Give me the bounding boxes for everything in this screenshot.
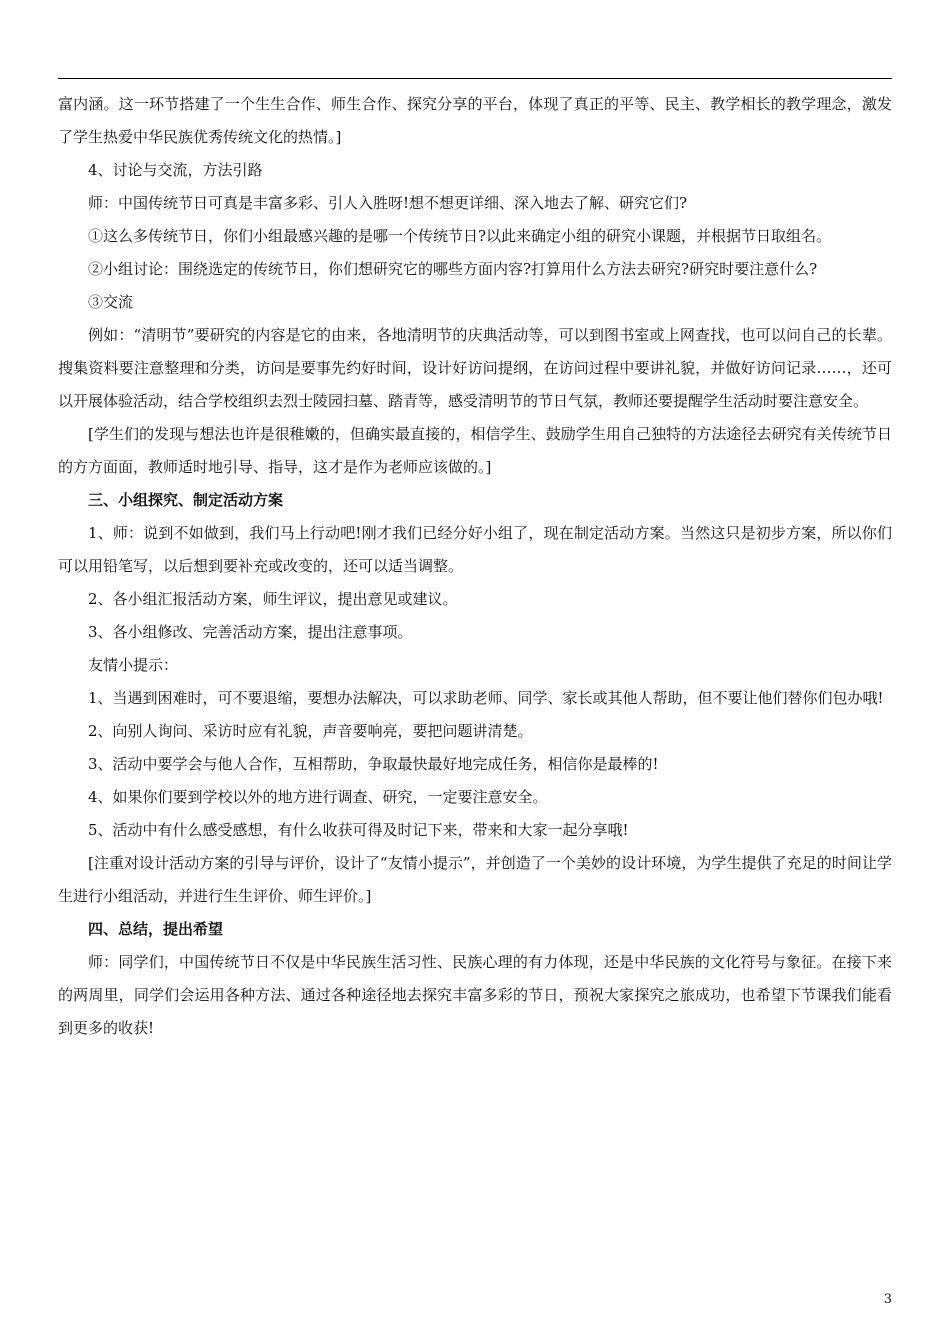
paragraph-item-4: 4、讨论与交流，方法引路 (88, 161, 263, 179)
paragraph-tip-3: 3、活动中要学会与他人合作，互相帮助，争取最快最好地完成任务，相信你是最棒的! (88, 755, 659, 773)
paragraph-step-1: ①这么多传统节日，你们小组最感兴趣的是哪一个传统节日?以此来确定小组的研究小课题，并根据节日取组名。 (88, 227, 832, 245)
paragraph-commentary: [学生们的发现与想法也许是很稚嫩的，但确实最直接的，相信学生、鼓励学生用自己独特的方法途径去研究有关传统节日的方方面面，教师适时地引导、指导，这才是作为老师应该做的。] (58, 425, 892, 476)
section-heading-3: 三、小组探究、制定活动方案 (88, 491, 284, 509)
paragraph-continuation: 富内涵。这一环节搭建了一个生生合作、师生合作、探究分享的平台，体现了真正的平等、民主、教学相长的教学理念，激发了学生热爱中华民族优秀传统文化的热情。] (58, 95, 892, 146)
paragraph-step-2: ②小组讨论：围绕选定的传统节日，你们想研究它的哪些方面内容?打算用什么方法去研究?研究时要注意什么? (88, 260, 818, 278)
paragraph-plan-1: 1、师：说到不如做到，我们马上行动吧!刚才我们已经分好小组了，现在制定活动方案。当然这只是初步方案，所以你们可以用铅笔写，以后想到要补充或改变的，还可以适当调整。 (58, 524, 892, 575)
paragraph-tip-1: 1、当遇到困难时，可不要退缩，要想办法解决，可以求助老师、同学、家长或其他人帮助，但不要让他们替你们包办哦! (88, 689, 884, 707)
paragraph-commentary-2: [注重对设计活动方案的引导与评价，设计了“友情小提示”，并创造了一个美妙的设计环境，为学生提供了充足的时间让学生进行小组活动，并进行生生评价、师生评价。] (58, 854, 892, 905)
paragraph-tip-4: 4、如果你们要到学校以外的地方进行调查、研究，一定要注意安全。 (88, 788, 548, 806)
paragraph-tip-2: 2、向别人询问、采访时应有礼貌，声音要响亮，要把问题讲清楚。 (88, 722, 533, 740)
section-heading-4: 四、总结，提出希望 (88, 920, 224, 938)
paragraph-plan-3: 3、各小组修改、完善活动方案，提出注意事项。 (88, 623, 413, 641)
header-rule (58, 78, 892, 79)
paragraph-tip-5: 5、活动中有什么感受感想，有什么收获可得及时记下来，带来和大家一起分享哦! (88, 821, 629, 839)
paragraph-tips-title: 友情小提示： (88, 656, 179, 674)
document-body (58, 88, 892, 1045)
paragraph-teacher-question: 师：中国传统节日可真是丰富多彩、引人入胜呀!想不想更详细、深入地去了解、研究它们? (88, 194, 688, 212)
paragraph-step-3: ③交流 (88, 293, 134, 311)
paragraph-example: 例如：“清明节”要研究的内容是它的由来，各地清明节的庆典活动等，可以到图书室或上网查找，也可以问自己的长辈。搜集资料要注意整理和分类，访问是要事先约好时间，设计好访问提纲，在访问过程中要讲礼貌，并做好访问记录……，还可以开展体验活动，结合学校组织去烈士陵园扫墓、踏青等，感受清明节的节日气氛，教师还要提醒学生活动时要注意安全。 (58, 326, 892, 410)
paragraph-plan-2: 2、各小组汇报活动方案，师生评议，提出意见或建议。 (88, 590, 458, 608)
paragraph-summary: 师：同学们，中国传统节日不仅是中华民族生活习性、民族心理的有力体现，还是中华民族的文化符号与象征。在接下来的两周里，同学们会运用各种方法、通过各种途径地去探究丰富多彩的节日，预祝大家探究之旅成功，也希望下节课我们能看到更多的收获! (58, 953, 892, 1037)
page-number: 3 (883, 1292, 892, 1307)
